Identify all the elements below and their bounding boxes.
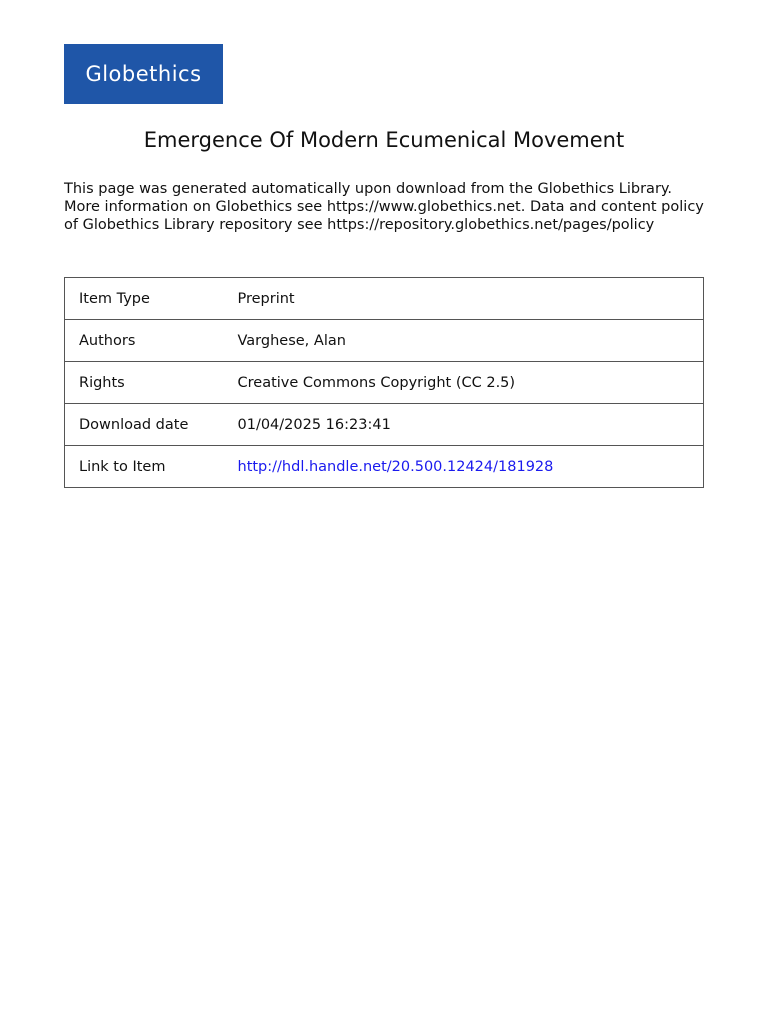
metadata-value: 01/04/2025 16:23:41 [224,404,704,446]
item-link[interactable]: http://hdl.handle.net/20.500.12424/181928 [237,458,554,475]
globethics-logo [64,44,223,104]
metadata-value: Creative Commons Copyright (CC 2.5) [224,362,704,404]
page-title: Emergence Of Modern Ecumenical Movement [143,128,625,152]
table-row-download-date [65,404,704,446]
metadata-label: Authors [65,320,224,362]
table-row-rights [65,362,704,404]
logo-text: Globethics [85,62,202,86]
intro-paragraph: This page was generated automatically upon download from the Globethics Library. More information on Globethics see https://www.globethics.net. Data and content policy of Globethics Library repository see https://repository.globethics.net/pages/policy [64,181,704,233]
metadata-table [64,277,704,488]
metadata-label: Download date [65,404,224,446]
metadata-value: Preprint [224,278,704,320]
table-row-authors [65,320,704,362]
metadata-label: Rights [65,362,224,404]
metadata-label: Item Type [65,278,224,320]
table-row-link-to-item [65,446,704,488]
table-row-item-type [65,278,704,320]
metadata-value-cell [224,446,704,488]
metadata-label: Link to Item [65,446,224,488]
metadata-value: Varghese, Alan [224,320,704,362]
